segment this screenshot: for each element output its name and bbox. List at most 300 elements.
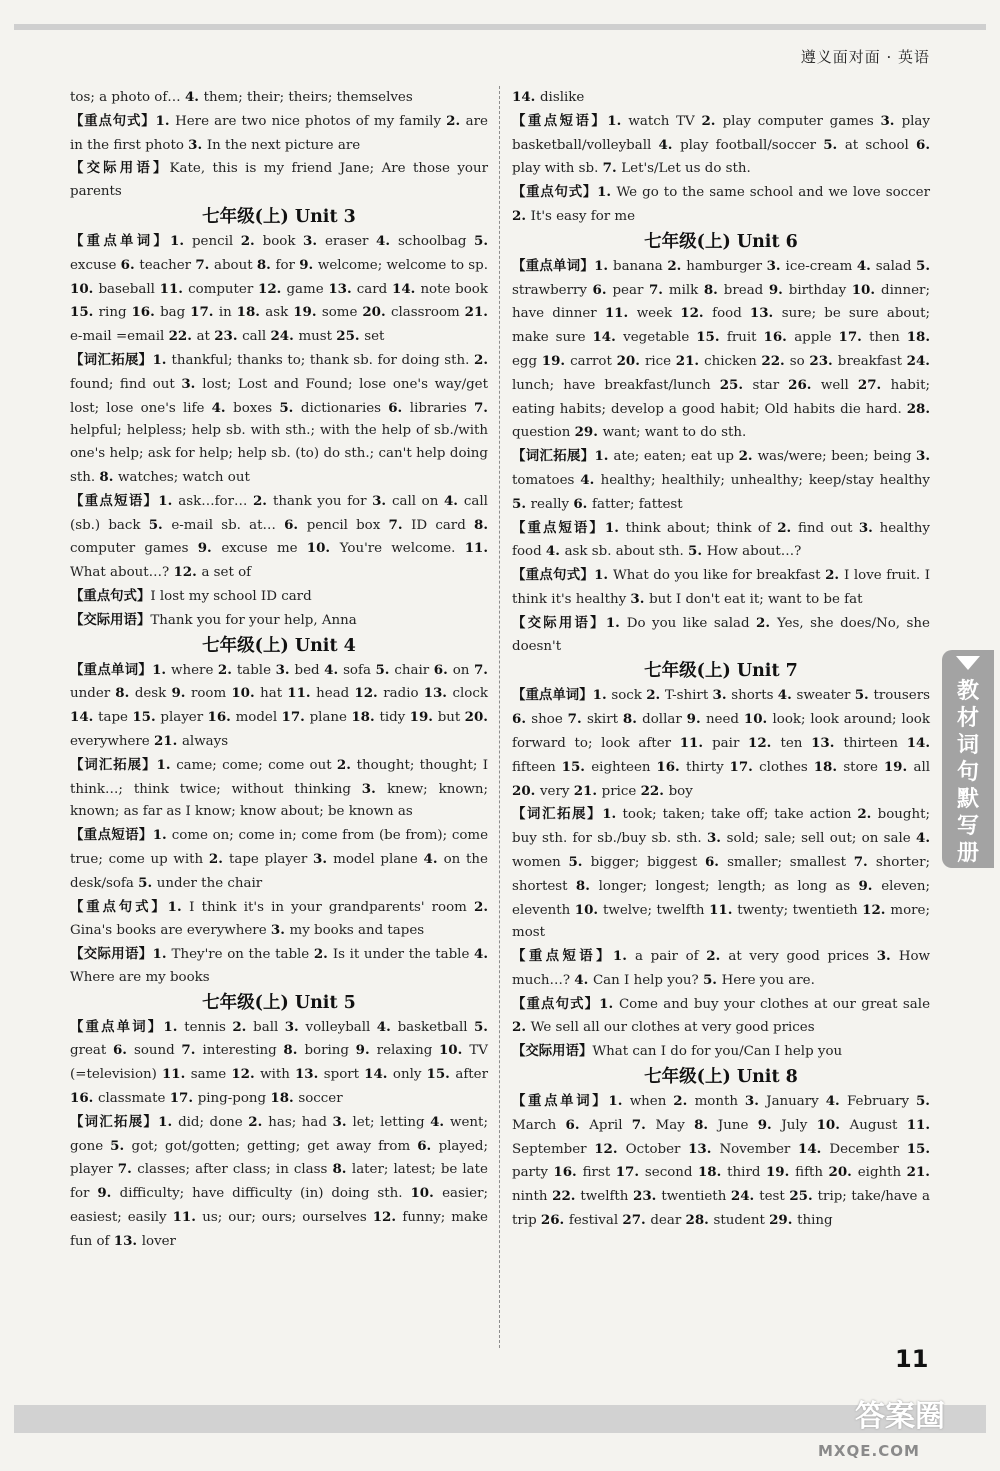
answer-text: Can I help you? [592,972,703,988]
answer-text: healthy; healthily; unhealthy; keep/stay healthy [600,472,930,488]
answer-text: lover [141,1233,176,1249]
answer-text: after [455,1067,488,1083]
answer-text: funny; make fun of [70,1210,488,1249]
item-number: 12. [862,901,891,918]
item-number: 5. [512,495,531,512]
answer-text: party [512,1165,554,1181]
item-number: 10. [306,540,340,557]
answer-text: watch TV [628,113,702,129]
answer-text: did; done [178,1114,249,1130]
item-number: 22. [761,352,790,369]
section-tag: 【重点句式】 [70,898,168,915]
answer-text: What about…? [70,565,174,581]
item-number: 13. [688,1140,720,1157]
item-number: 1. [170,232,192,249]
answer-text: model [235,710,282,726]
item-number: 4. [211,399,234,416]
answer-text: It's easy for me [530,208,636,224]
answer-text: week [636,306,681,322]
item-number: 27. [622,1212,651,1229]
item-number: 25. [789,1188,818,1205]
item-number: 15. [132,709,161,726]
answer-text: table [236,662,276,678]
item-number: 17. [190,304,219,321]
answer-text: third [727,1165,766,1181]
answer-text: computer games [70,541,198,557]
answer-text: want; want to do sth. [602,425,747,441]
item-number: 2. [512,1019,531,1036]
item-number: 27. [857,376,891,393]
answer-paragraph [512,803,930,945]
answer-text: sound [133,1043,182,1059]
chevron-down-icon [956,656,980,670]
answer-text: dinner; have dinner [512,282,930,322]
item-number: 19. [541,352,571,369]
answer-paragraph [512,1040,930,1064]
answer-text: play with sb. [512,161,603,177]
section-tag: 【重点单词】 [512,687,593,704]
item-number: 15. [426,1066,456,1083]
answer-text: month [694,1094,745,1110]
section-tag: 【交际用语】 [70,611,151,628]
item-number: 1. [605,614,627,631]
item-number: 13. [294,1066,324,1083]
answer-text: Do you like salad [626,615,757,631]
item-number: 11. [604,305,637,322]
answer-text: sport [323,1067,365,1083]
item-number: 5. [110,1137,132,1154]
answer-text: play basketball/volleyball [512,113,930,153]
answer-paragraph [70,1111,488,1254]
answer-text: You're welcome. [339,541,465,557]
item-number: 6. [573,495,593,512]
answer-text: Thank you for your help, Anna [150,612,357,628]
side-tab-label: 教材词句默写册 [956,679,979,866]
answer-text: lost; Lost and Found; lose one's way/get lost; lose one's life [70,376,488,416]
answer-text: book [262,233,304,249]
answer-text: always [181,733,229,749]
answer-text: played; player [70,1138,488,1178]
answer-text: fifteen [512,759,562,775]
item-number: 2. [673,1093,695,1110]
answer-text: I think it's in your grandparents' room [189,899,475,915]
answer-text: in [218,305,237,321]
answer-text: rice [644,353,676,369]
item-number: 12. [231,1066,261,1083]
item-number: 9. [858,877,882,894]
item-number: 11. [172,1209,203,1226]
item-number: 7. [195,256,214,273]
answer-text: same [190,1067,232,1083]
item-number: 15. [696,329,727,346]
answer-text: clothes [759,759,814,775]
item-number: 2. [217,661,237,678]
item-number: 20. [828,1164,858,1181]
item-number: 21. [675,352,705,369]
item-number: 9. [299,256,318,273]
section-tag: 【重点短语】 [70,492,159,509]
item-number: 7. [567,711,587,728]
answer-text: Yes, she does/No, she doesn't [512,615,930,654]
item-number: 5. [823,136,845,153]
answer-text: classroom [390,305,465,321]
item-number: 25. [719,376,753,393]
answer-text: under [70,686,116,702]
answer-text: food [712,306,750,322]
answer-text: TV (=television) [70,1043,488,1083]
answer-text: ice-cream [785,258,857,274]
item-number: 2. [756,614,777,631]
item-number: 3. [303,232,325,249]
answer-text: dear [650,1213,686,1229]
answer-text: ate; eaten; eat up [613,449,739,465]
item-number: 3. [858,519,880,536]
answer-text: was/were; been; being [757,449,916,465]
item-number: 6. [704,853,728,870]
item-number: 16. [553,1164,583,1181]
section-tag: 【重点单词】 [512,1093,609,1110]
item-number: 22. [168,328,197,345]
answer-text: e-mail =email [70,329,169,345]
answer-text: pencil box [306,517,389,533]
item-number: 4. [376,232,398,249]
answer-text: shorts [731,688,778,704]
answer-text: pear [612,282,649,298]
answer-text: twenty; twentieth [737,902,863,918]
item-number: 3. [916,448,930,465]
answer-text: with [260,1067,295,1083]
answer-text: game [286,281,329,297]
item-number: 3. [880,112,902,129]
side-section-tab[interactable] [942,650,994,868]
answer-text: How much…? [512,949,931,988]
item-number: 12. [354,685,384,702]
answer-text: skirt [586,712,623,728]
item-number: 18. [906,329,930,346]
item-number: 1. [602,806,623,823]
answer-text: soccer [298,1091,343,1107]
item-number: 20. [616,352,645,369]
item-number: 12. [748,734,781,751]
answer-text: must [298,329,337,345]
item-number: 1. [599,995,619,1012]
answer-text: sweater [796,688,855,704]
item-number: 18. [813,758,844,775]
answer-text: How about…? [706,544,802,560]
item-number: 8. [474,516,488,533]
item-number: 4. [430,1113,451,1130]
section-tag: 【重点句式】 [512,995,600,1012]
answer-paragraph [512,517,930,565]
answer-text: star [752,377,789,393]
answer-text: more; most [512,902,930,941]
answer-text: set [364,329,385,345]
answer-text: clock [452,686,488,702]
answer-text: card [356,281,392,297]
answer-text: e-mail sb. at… [171,517,285,533]
answer-paragraph [70,1016,488,1111]
item-number: 9. [686,711,706,728]
answer-text: some [321,305,363,321]
item-number: 13. [423,685,453,702]
item-number: 5. [474,232,488,249]
item-number: 3. [766,257,786,274]
item-number: 3. [181,375,203,392]
answer-text: bed [294,662,325,678]
answer-text: I lost my school ID card [150,588,312,604]
answer-text: ask…for… [178,493,253,509]
item-number: 4. [658,136,681,153]
answer-text: bought; buy sth. for sb./buy sb. sth. [512,807,930,847]
item-number: 18. [351,709,380,726]
answer-text: came; come; come out [176,757,337,773]
item-number: 11. [906,1116,930,1133]
section-tag: 【交际用语】 [512,614,606,631]
item-number: 4. [423,850,444,867]
item-number: 24. [906,352,930,369]
item-number: 14. [364,1066,393,1083]
item-number: 2. [446,112,466,129]
item-number: 2. [701,112,723,129]
answer-text: easier; easiest; easily [70,1186,488,1226]
item-number: 5. [916,257,930,274]
answer-text: us; our; ours; ourselves [202,1210,373,1226]
section-tag: 【重点句式】 [70,587,151,604]
answer-text: great [70,1043,113,1059]
answer-text: Come and buy your clothes at our great sale [618,996,930,1012]
section-tag: 【重点短语】 [512,112,608,129]
answer-text: shoe [531,712,568,728]
item-number: 20. [362,304,391,321]
section-tag: 【重点短语】 [70,827,153,844]
answer-text: radio [383,686,424,702]
answer-text: at very good prices [728,949,877,965]
answer-text: very [539,783,574,799]
item-number: 16. [656,758,687,775]
answer-text: dislike [539,90,585,105]
answer-text: schoolbag [397,233,475,249]
answer-text: boring [304,1043,356,1059]
item-number: 6. [284,516,307,533]
answer-text: longer; longest; length; as long as [598,878,859,894]
item-number: 13. [328,280,357,297]
item-number: 14. [392,280,421,297]
item-number: 8. [99,468,119,485]
item-number: 14. [512,89,540,105]
answer-text: on [452,662,474,678]
answer-paragraph [70,659,488,754]
answer-text: only [392,1067,427,1083]
item-number: 26. [540,1212,569,1229]
answer-paragraph [512,86,930,110]
page-number: 11 [895,1345,929,1373]
answer-text: teacher [139,257,196,273]
item-number: 3. [332,1113,353,1130]
item-number: 3. [284,1018,306,1035]
item-number: 12. [258,280,287,297]
answer-text: bigger; biggest [590,854,705,870]
answer-text: lunch; have breakfast/lunch [512,377,720,393]
answer-text: strawberry [512,282,593,298]
item-number: 11. [464,540,488,557]
answer-paragraph [70,86,488,110]
answer-text: thing [797,1213,833,1229]
item-number: 3. [876,948,899,965]
item-number: 1. [163,1018,185,1035]
unit-heading: 七年级(上) Unit 3 [202,206,356,227]
answer-text: thirteen [843,735,907,751]
item-number: 2. [857,806,878,823]
answer-text: eighth [857,1165,907,1181]
item-number: 14. [592,329,624,346]
item-number: 4. [376,1018,398,1035]
answer-text: dictionaries [300,400,389,416]
answer-text: libraries [409,400,474,416]
answer-text: tape [98,710,133,726]
item-number: 3. [270,922,290,939]
item-number: 2. [232,1018,254,1035]
answer-text: habit; eating habits; develop a good habit; Old habits die hard. [512,377,930,417]
item-number: 2. [208,850,229,867]
answer-text: store [843,759,884,775]
answer-text: birthday [788,282,852,298]
answer-paragraph [512,945,930,993]
item-number: 7. [117,1161,138,1178]
answer-text: so [789,353,810,369]
item-number: 8. [332,1161,352,1178]
answer-text: everywhere [70,733,154,749]
item-number: 7. [473,661,488,678]
item-number: 6. [916,136,930,153]
item-number: 24. [270,328,299,345]
answer-text: has; had [268,1114,333,1130]
answer-text: for [275,257,300,273]
answer-text: tape player [228,851,314,867]
section-tag: 【重点短语】 [512,948,613,965]
item-number: 15. [561,758,592,775]
item-number: 5. [473,1018,488,1035]
answer-paragraph [70,896,488,944]
item-number: 4. [545,543,565,560]
item-number: 2. [248,1113,269,1130]
answer-text: well [820,377,858,393]
answer-paragraph [70,230,488,349]
answer-text: basketball [397,1019,474,1035]
item-number: 4. [474,946,488,963]
answer-text: eighteen [591,759,657,775]
answer-text: really [530,496,574,512]
answer-text: thought; thought; I think…; think twice; without thinking [70,757,488,797]
item-number: 4. [856,257,876,274]
answer-text: Here you are. [721,972,815,988]
answer-text: when [629,1094,674,1110]
item-number: 1. [152,827,172,844]
answer-paragraph [512,612,930,659]
answer-text: Kate, this is my friend Jane; Are those your parents [70,161,488,200]
answer-text: note book [420,281,488,297]
item-number: 10. [851,281,882,298]
item-number: 2. [738,448,758,465]
answer-text: took; taken; take off; take action [622,807,858,823]
answer-text: September [512,1141,595,1157]
answer-text: second [644,1165,698,1181]
answer-text: Here are two nice photos of my family [175,113,447,129]
item-number: 17. [838,329,870,346]
answer-text: thank you for [272,493,373,509]
item-number: 19. [883,758,914,775]
answer-text: healthy food [512,520,930,560]
item-number: 1. [152,351,172,368]
item-number: 1. [612,948,635,965]
item-number: 8. [703,281,724,298]
item-number: 4. [574,971,593,988]
answer-text: welcome; welcome to sp. [317,257,488,273]
answer-text: model plane [333,851,424,867]
answer-text: room [190,686,232,702]
answer-text: my books and tapes [289,923,425,939]
item-number: 9. [171,685,191,702]
item-number: 6. [112,1042,134,1059]
book-title-header: 遵义面对面 · 英语 [800,48,930,66]
answer-text: carrot [570,353,617,369]
item-number: 25. [336,328,365,345]
item-number: 7. [602,160,622,177]
item-number: 28. [685,1212,714,1229]
answer-text: play computer games [722,113,881,129]
answer-text: chair [394,662,434,678]
item-number: 7. [388,516,412,533]
answer-text: November [719,1141,798,1157]
item-number: 5. [688,543,707,560]
answer-text: vegetable [623,330,697,346]
answer-text: eraser [324,233,376,249]
unit-heading: 七年级(上) Unit 4 [202,635,356,656]
answer-text: August [849,1117,907,1133]
answer-text: plane [309,710,352,726]
answer-text: student [713,1213,770,1229]
answer-text: baseball [98,281,160,297]
item-number: 29. [574,424,603,441]
answer-text: June [717,1117,758,1133]
item-number: 15. [906,1140,931,1157]
answer-text: test [759,1189,790,1205]
item-number: 1. [152,946,172,963]
answer-paragraph [512,684,930,803]
answer-text: on the desk/sofa [70,851,488,891]
item-number: 18. [270,1090,299,1107]
item-number: 17. [729,758,760,775]
item-number: 7. [631,1116,656,1133]
item-number: 22. [640,782,669,799]
answer-text: tos; a photo of… [70,90,185,105]
answer-paragraph [70,943,488,990]
item-number: 3. [630,590,650,607]
item-number: 3. [744,1093,767,1110]
answer-text: interesting [202,1043,284,1059]
item-number: 18. [697,1164,728,1181]
section-tag: 【词汇拓展】 [512,806,603,823]
answer-text: let; letting [352,1114,431,1130]
answer-text: What do you like for breakfast [613,568,826,584]
item-number: 10. [743,711,773,728]
item-number: 1. [592,687,612,704]
answer-text: thirty [686,759,730,775]
item-number: 10. [410,1185,443,1202]
answer-text: bread [723,282,769,298]
item-number: 17. [281,709,310,726]
answer-text: ask [265,305,294,321]
item-number: 1. [155,112,176,129]
